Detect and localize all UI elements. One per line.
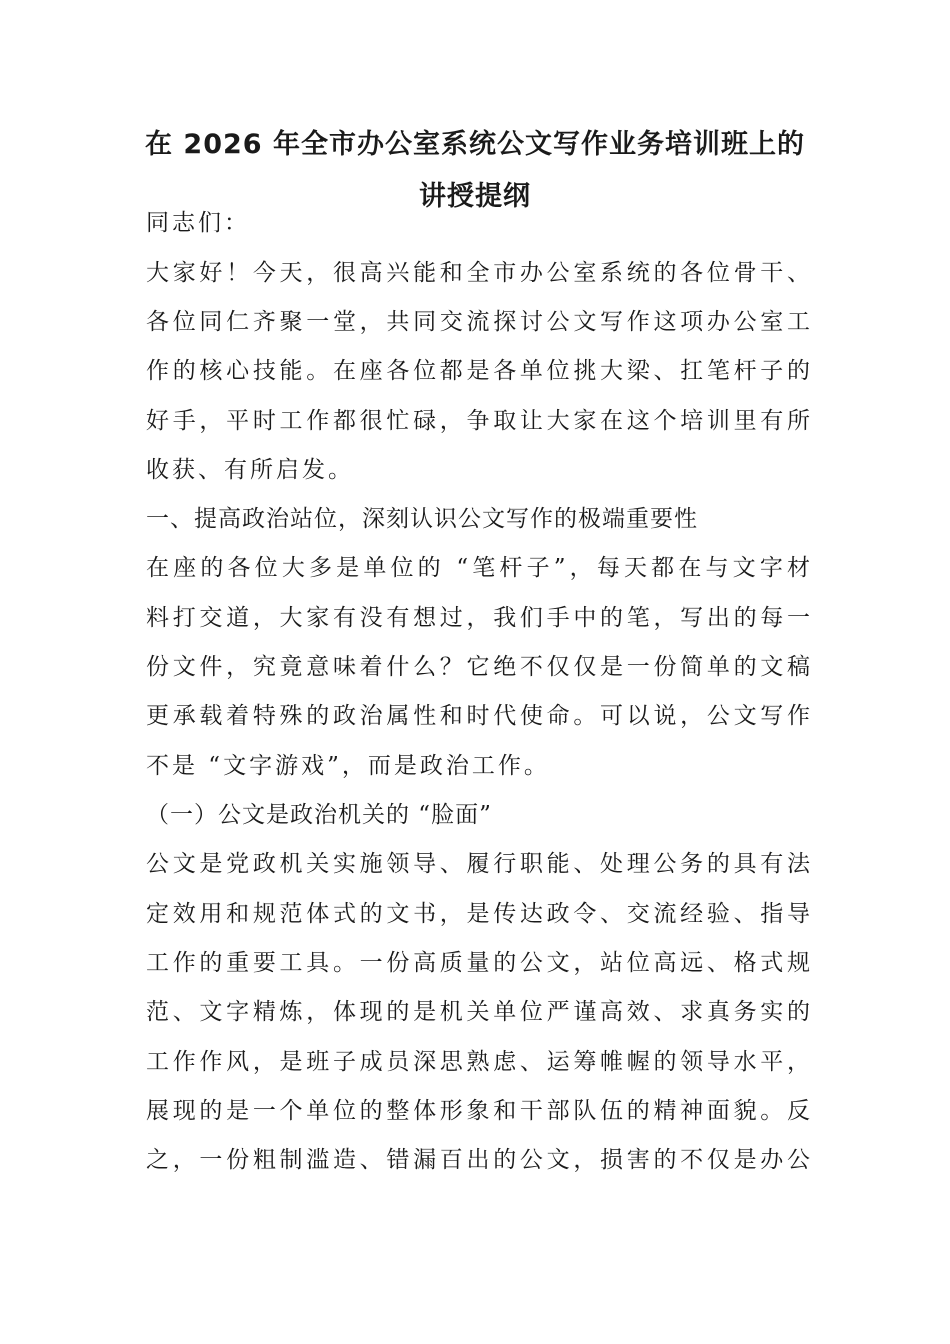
body-line: 不是 “文字游戏”，而是政治工作。 [146, 753, 550, 779]
body-line: 份文件，究竟意味着什么？它绝不仅仅是一份简单的文稿 [146, 654, 810, 680]
body-line: 公文是党政机关实施领导、履行职能、处理公务的具有法 [146, 851, 810, 877]
subsection-heading: （一）公文是政治机关的 “脸面” [146, 802, 492, 828]
document-title-line-2: 讲授提纲 [419, 181, 531, 212]
salutation: 同志们： [146, 210, 250, 236]
body-line: 工作作风，是班子成员深思熟虑、运筹帷幄的领导水平， [146, 1049, 810, 1075]
body-line: 料打交道，大家有没有想过，我们手中的笔，写出的每一 [146, 605, 810, 631]
body-line: 之，一份粗制滥造、错漏百出的公文，损害的不仅是办公 [146, 1147, 810, 1173]
body-line: 好手，平时工作都很忙碌，争取让大家在这个培训里有所 [146, 408, 810, 434]
body-line: 展现的是一个单位的整体形象和干部队伍的精神面貌。反 [146, 1098, 810, 1124]
body-line: 大家好！今天，很高兴能和全市办公室系统的各位骨干、 [146, 260, 810, 286]
body-line: 定效用和规范体式的文书，是传达政令、交流经验、指导 [146, 901, 810, 927]
body-line: 收获、有所启发。 [146, 457, 354, 483]
body-line: 在座的各位大多是单位的 “笔杆子”，每天都在与文字材 [146, 555, 810, 581]
document-title-line-1: 在 2026 年全市办公室系统公文写作业务培训班上的 [145, 129, 805, 160]
body-line: 工作的重要工具。一份高质量的公文，站位高远、格式规 [146, 950, 810, 976]
body-line: 范、文字精炼，体现的是机关单位严谨高效、求真务实的 [146, 999, 810, 1025]
body-line: 作的核心技能。在座各位都是各单位挑大梁、扛笔杆子的 [146, 358, 810, 384]
body-line: 更承载着特殊的政治属性和时代使命。可以说，公文写作 [146, 703, 810, 729]
section-heading: 一、提高政治站位，深刻认识公文写作的极端重要性 [146, 506, 698, 532]
body-line: 各位同仁齐聚一堂，共同交流探讨公文写作这项办公室工 [146, 309, 810, 335]
